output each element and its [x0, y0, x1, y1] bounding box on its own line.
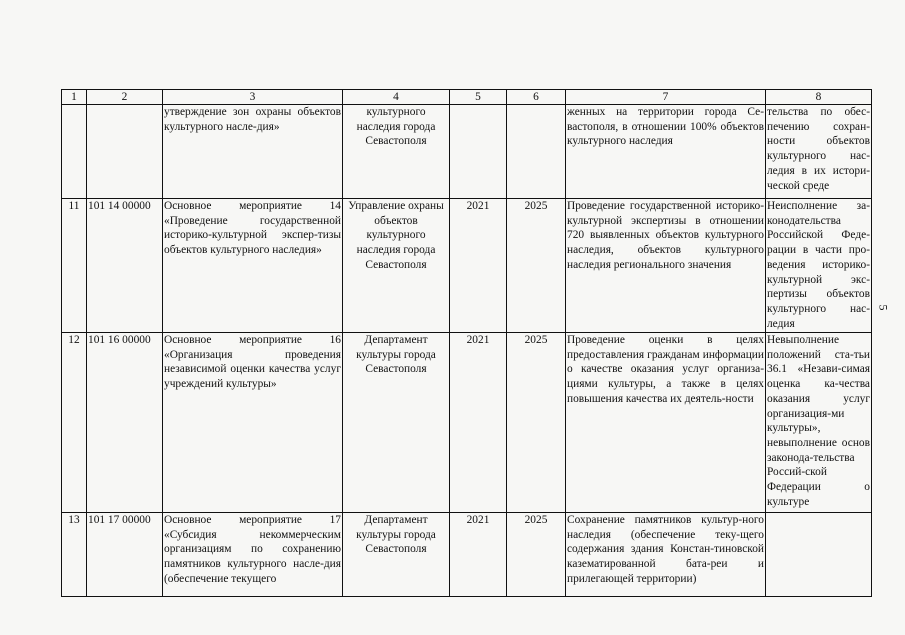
consequence: Неисполнение за-конодательства Российской Феде-рации в части про-ведения историко-культурной экс-пертизы объектов культурного нас-ледия — [766, 199, 872, 333]
table-row — [62, 199, 872, 333]
page-number: 5 — [876, 304, 891, 311]
column-number: 4 — [343, 90, 450, 105]
column-number: 7 — [566, 90, 766, 105]
measure-name: Основное мероприятие 16 «Организация проведения независимой оценки качества услуг учреждений культуры» — [163, 333, 343, 513]
table-row — [62, 105, 872, 199]
consequence: тельства по обес-печению сохран-ности объектов культурного нас-ледия в их истори-ческой среде — [766, 105, 872, 199]
row-number: 11 — [62, 199, 87, 333]
consequence — [766, 513, 872, 597]
executor: Департамент культуры города Севастополя — [343, 333, 450, 513]
column-number: 8 — [766, 90, 872, 105]
column-number: 3 — [163, 90, 343, 105]
column-number: 6 — [507, 90, 566, 105]
end-year: 2025 — [507, 333, 566, 513]
column-number: 2 — [87, 90, 163, 105]
measure-name: Основное мероприятие 14 «Проведение государственной историко-культурной экспер-тизы объектов культурного наследия» — [163, 199, 343, 333]
row-code: 101 17 00000 — [87, 513, 163, 597]
start-year: 2021 — [450, 333, 507, 513]
executor: Департамент культуры города Севастополя — [343, 513, 450, 597]
start-year: 2021 — [450, 199, 507, 333]
column-number: 5 — [450, 90, 507, 105]
row-code — [87, 105, 163, 199]
row-code: 101 14 00000 — [87, 199, 163, 333]
row-number: 12 — [62, 333, 87, 513]
start-year — [450, 105, 507, 199]
row-number: 13 — [62, 513, 87, 597]
measures-table — [61, 89, 872, 597]
end-year: 2025 — [507, 199, 566, 333]
end-year: 2025 — [507, 513, 566, 597]
row-code: 101 16 00000 — [87, 333, 163, 513]
expected-result: Сохранение памятников культур-ного наследия (обеспечение теку-щего содержания здания Констан-тиновской казематированной бата-реи и прилегающей территории) — [566, 513, 766, 597]
executor: Управление охраны объектов культурного наследия города Севастополя — [343, 199, 450, 333]
expected-result: Проведение государственной историко-культурной экспертизы в отношении 720 выявленных объектов культурного наследия, объектов культурного наследия регионального значения — [566, 199, 766, 333]
expected-result: женных на территории города Се-вастополя, в отношении 100% объектов культурного наследия — [566, 105, 766, 199]
table-row — [62, 513, 872, 597]
column-number: 1 — [62, 90, 87, 105]
measure-name: утверждение зон охраны объектов культурного насле-дия» — [163, 105, 343, 199]
table-row — [62, 333, 872, 513]
consequence: Невыполнение положений ста-тьи 36.1 «Незави-симая оценка ка-чества оказания услуг организация-ми культуры», невыполнение основ законода-тельства Россий-ской Федерации о культуре — [766, 333, 872, 513]
column-number-row — [62, 90, 872, 105]
executor: культурного наследия города Севастополя — [343, 105, 450, 199]
measure-name: Основное мероприятие 17 «Субсидия некоммерческим организациям по сохранению памятников культурного насле-дия (обеспечение текущего — [163, 513, 343, 597]
start-year: 2021 — [450, 513, 507, 597]
row-number — [62, 105, 87, 199]
end-year — [507, 105, 566, 199]
expected-result: Проведение оценки в целях предоставления гражданам информации о качестве оказания услуг организа-циями культуры, а также в целях повышения качества их деятель-ности — [566, 333, 766, 513]
